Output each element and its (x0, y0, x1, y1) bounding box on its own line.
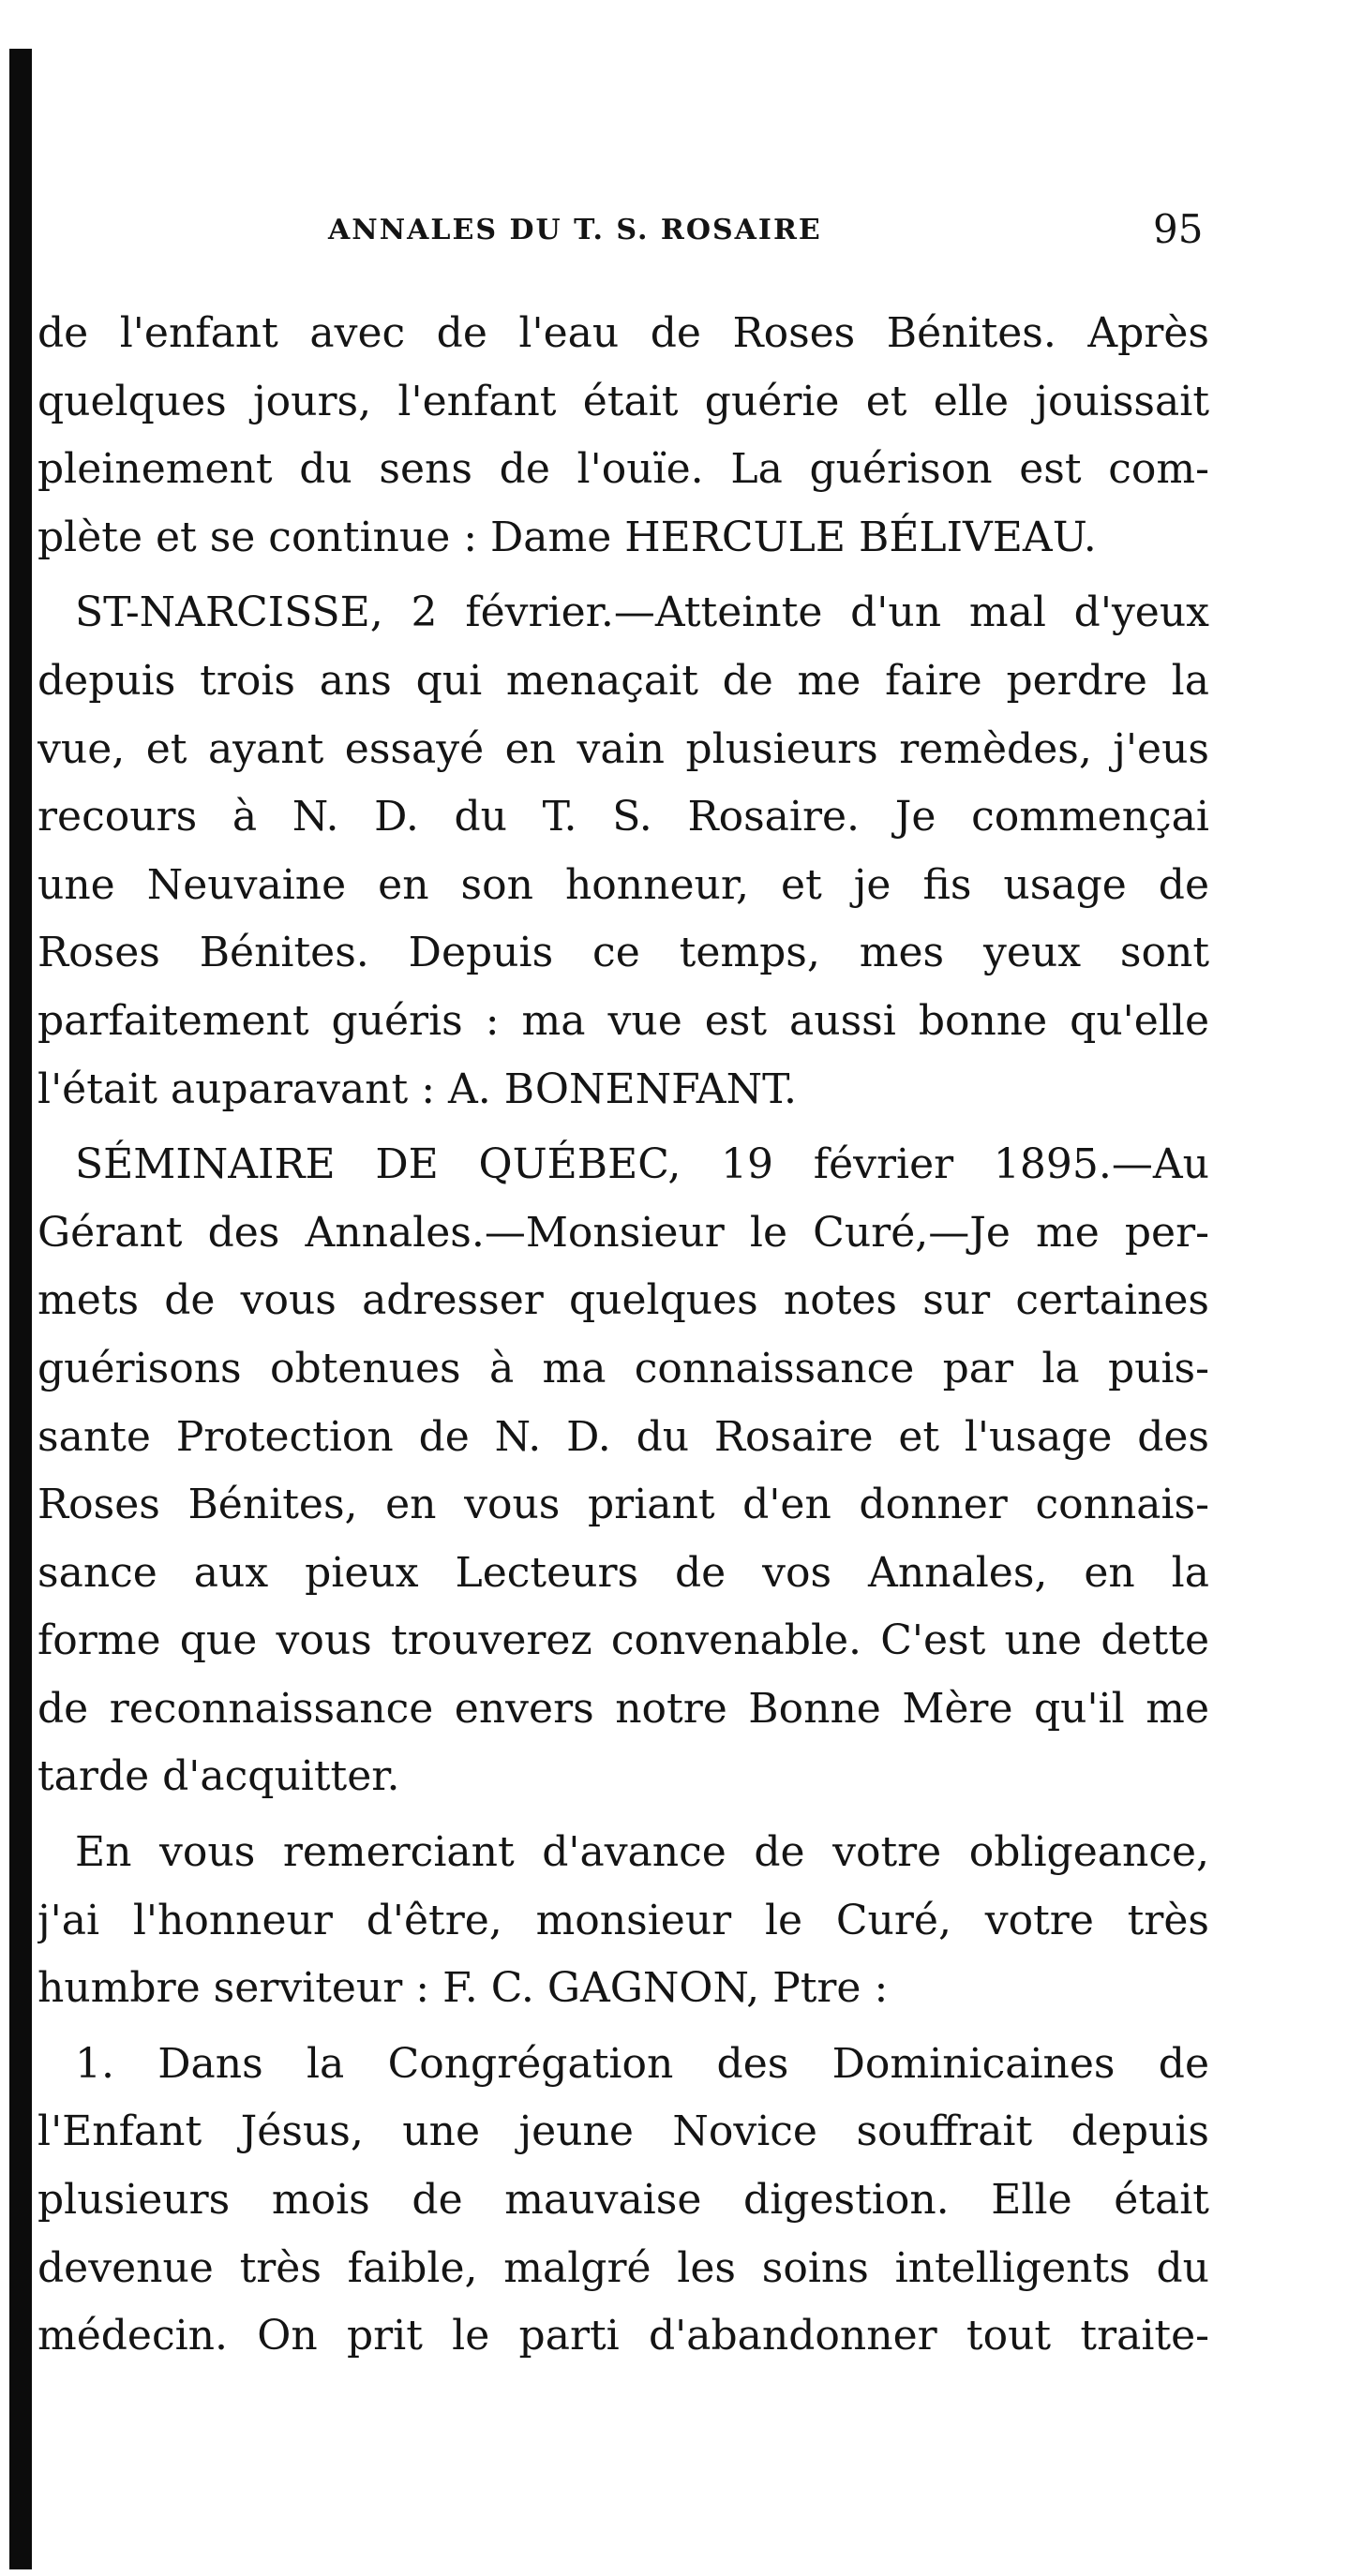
text-line: quelques jours, l'enfant était guérie et elle jouissait (37, 377, 1209, 425)
text-line: Roses Bénites, en vous priant d'en donner connais- (37, 1481, 1209, 1529)
page-header (0, 206, 1348, 262)
text-line: pleinement du sens de l'ouïe. La guérison est com- (37, 445, 1209, 494)
text-line: tarde d'acquitter. (37, 1752, 400, 1801)
text-line: ST-NARCISSE, 2 février.—Atteinte d'un mal d'yeux (75, 588, 1209, 637)
paragraph (37, 300, 1209, 572)
text-line: Gérant des Annales.—Monsieur le Curé,—Je me per- (37, 1208, 1209, 1257)
paragraph (37, 579, 1209, 1124)
body-text (37, 300, 1209, 2371)
text-line: humbre serviteur : F. C. GAGNON, Ptre : (37, 1964, 889, 2013)
text-line: une Neuvaine en son honneur, et je fis usage de (37, 860, 1209, 909)
text-line: sance aux pieux Lecteurs de vos Annales, en la (37, 1548, 1209, 1597)
text-line: plète et se continue : Dame HERCULE BÉLIVEAU. (37, 513, 1097, 561)
text-line: SÉMINAIRE DE QUÉBEC, 19 février 1895.—Au (75, 1140, 1209, 1189)
paragraph (37, 1131, 1209, 1811)
page-spine-shadow (9, 49, 32, 2569)
text-line: mets de vous adresser quelques notes sur certaines (37, 1276, 1209, 1325)
text-line: j'ai l'honneur d'être, monsieur le Curé, votre très (37, 1896, 1209, 1944)
paragraph (37, 1819, 1209, 2023)
text-line: vue, et ayant essayé en vain plusieurs remèdes, j'eus (37, 724, 1209, 773)
text-line: recours à N. D. du T. S. Rosaire. Je commençai (37, 793, 1209, 841)
text-line: Roses Bénites. Depuis ce temps, mes yeux sont (37, 929, 1209, 977)
text-line: l'était auparavant : A. BONENFANT. (37, 1065, 797, 1113)
text-line: 1. Dans la Congrégation des Dominicaines de (75, 2039, 1209, 2088)
text-line: médecin. On prit le parti d'abandonner tout traite- (37, 2312, 1209, 2360)
text-line: forme que vous trouverez convenable. C'est une dette (37, 1616, 1209, 1665)
paragraph (37, 2031, 1209, 2371)
page-number: 95 (1153, 206, 1204, 252)
text-line: guérisons obtenues à ma connaissance par la puis- (37, 1344, 1209, 1392)
text-line: de l'enfant avec de l'eau de Roses Bénites. Après (37, 309, 1209, 357)
text-line: devenue très faible, malgré les soins intelligents du (37, 2243, 1209, 2292)
text-line: depuis trois ans qui menaçait de me faire perdre la (37, 656, 1209, 705)
text-line: parfaitement guéris : ma vue est aussi bonne qu'elle (37, 996, 1209, 1045)
text-line: plusieurs mois de mauvaise digestion. Elle était (37, 2176, 1209, 2225)
text-line: sante Protection de N. D. du Rosaire et l'usage des (37, 1412, 1209, 1461)
text-line: de reconnaissance envers notre Bonne Mère qu'il me (37, 1684, 1209, 1733)
text-line: l'Enfant Jésus, une jeune Novice souffrait depuis (37, 2107, 1209, 2156)
text-line: En vous remerciant d'avance de votre obligeance, (75, 1828, 1209, 1877)
running-head: ANNALES DU T. S. ROSAIRE (328, 214, 822, 246)
